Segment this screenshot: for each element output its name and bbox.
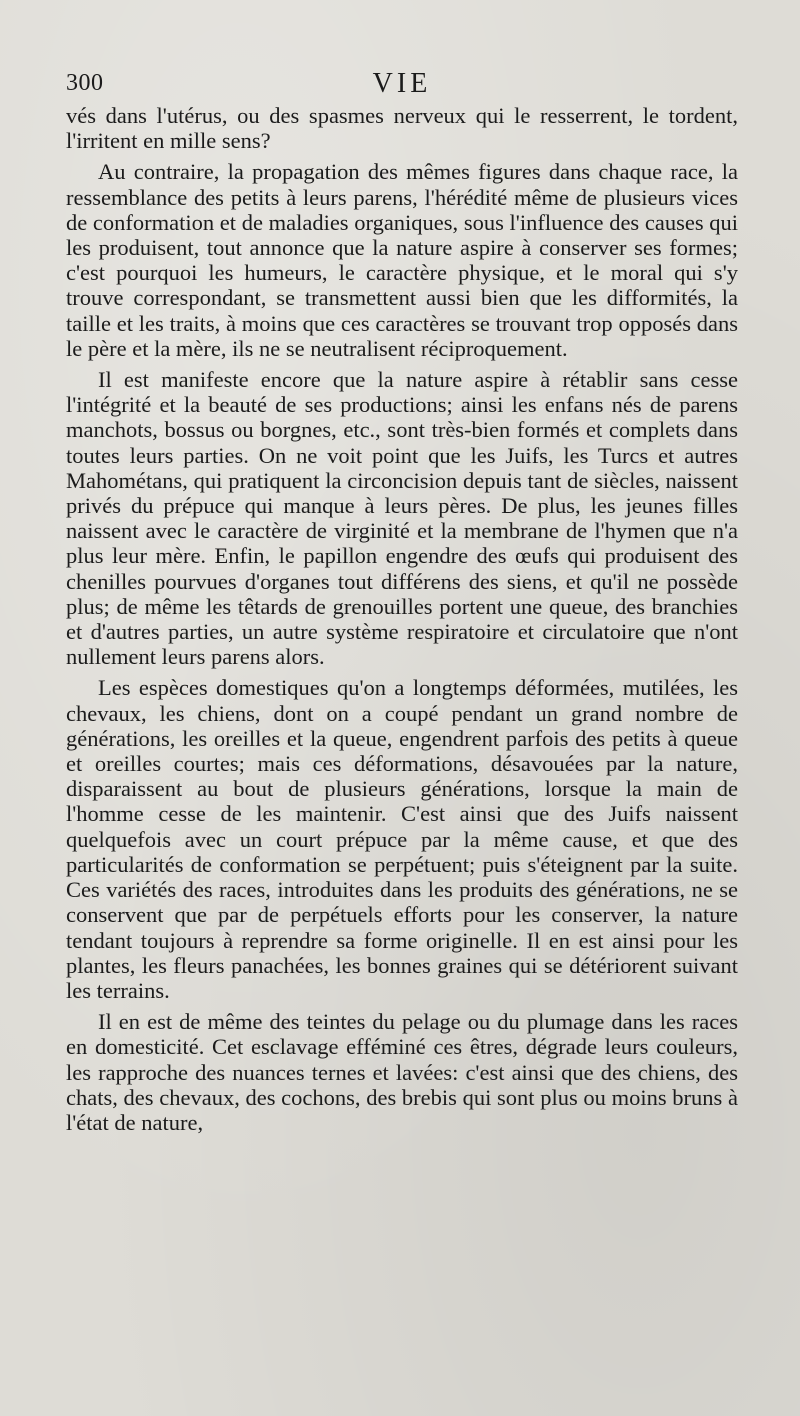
body-text bbox=[66, 103, 738, 1135]
running-title: VIE bbox=[372, 68, 432, 99]
paragraph: Au contraire, la propagation des mêmes figures dans chaque race, la ressemblance des petits à leurs parens, l'hérédité même de plusieurs vices de conformation et de maladies organiques, sous l'influence des causes qui les produisent, tout annonce que la nature aspire à conserver ses formes; c'est pourquoi les humeurs, le caractère physique, et le moral qui s'y trouve correspondant, se transmettent aussi bien que les difformités, la taille et les traits, à moins que ces caractères se trouvant trop opposés dans le père et la mère, ils ne se neutralisent réciproquement. bbox=[66, 159, 738, 361]
page-header bbox=[66, 66, 738, 100]
page-number: 300 bbox=[66, 70, 104, 96]
paragraph-continuation: vés dans l'utérus, ou des spasmes nerveux qui le resserrent, le tordent, l'irritent en mille sens? bbox=[66, 103, 738, 154]
paragraph: Les espèces domestiques qu'on a longtemps déformées, mutilées, les chevaux, les chiens, dont on a coupé pendant un grand nombre de générations, les oreilles et la queue, engendrent parfois des petits à queue et oreilles courtes; mais ces déformations, désavouées par la nature, disparaissent au bout de plusieurs générations, lorsque la main de l'homme cesse de les maintenir. C'est ainsi que des Juifs naissent quelquefois avec un court prépuce par la même cause, et que des particularités de conformation se perpétuent; puis s'éteignent par la suite. Ces variétés des races, introduites dans les produits des générations, ne se conservent que par de perpétuels efforts pour les conserver, la nature tendant toujours à reprendre sa forme originelle. Il en est ainsi pour les plantes, les fleurs panachées, les bonnes graines qui se détériorent suivant les terrains. bbox=[66, 675, 738, 1003]
paragraph: Il est manifeste encore que la nature aspire à rétablir sans cesse l'intégrité et la beauté de ses productions; ainsi les enfans nés de parens manchots, bossus ou borgnes, etc., sont très-bien formés et complets dans toutes leurs parties. On ne voit point que les Juifs, les Turcs et autres Mahométans, qui pratiquent la circoncision depuis tant de siècles, naissent privés du prépuce qui manque à leurs pères. De plus, les jeunes filles naissent avec le caractère de virginité et la membrane de l'hymen que n'a plus leur mère. Enfin, le papillon engendre des œufs qui produisent des chenilles pourvues d'organes tout différens des siens, et qu'il ne possède plus; de même les têtards de grenouilles portent une queue, des branchies et d'autres parties, un autre système respiratoire et circulatoire que n'ont nullement leurs parens alors. bbox=[66, 367, 738, 670]
paragraph: Il en est de même des teintes du pelage ou du plumage dans les races en domesticité. Cet esclavage efféminé ces êtres, dégrade leurs couleurs, les rapproche des nuances ternes et lavées: c'est ainsi que des chiens, des chats, des chevaux, des cochons, des brebis qui sont plus ou moins bruns à l'état de nature, bbox=[66, 1009, 738, 1135]
